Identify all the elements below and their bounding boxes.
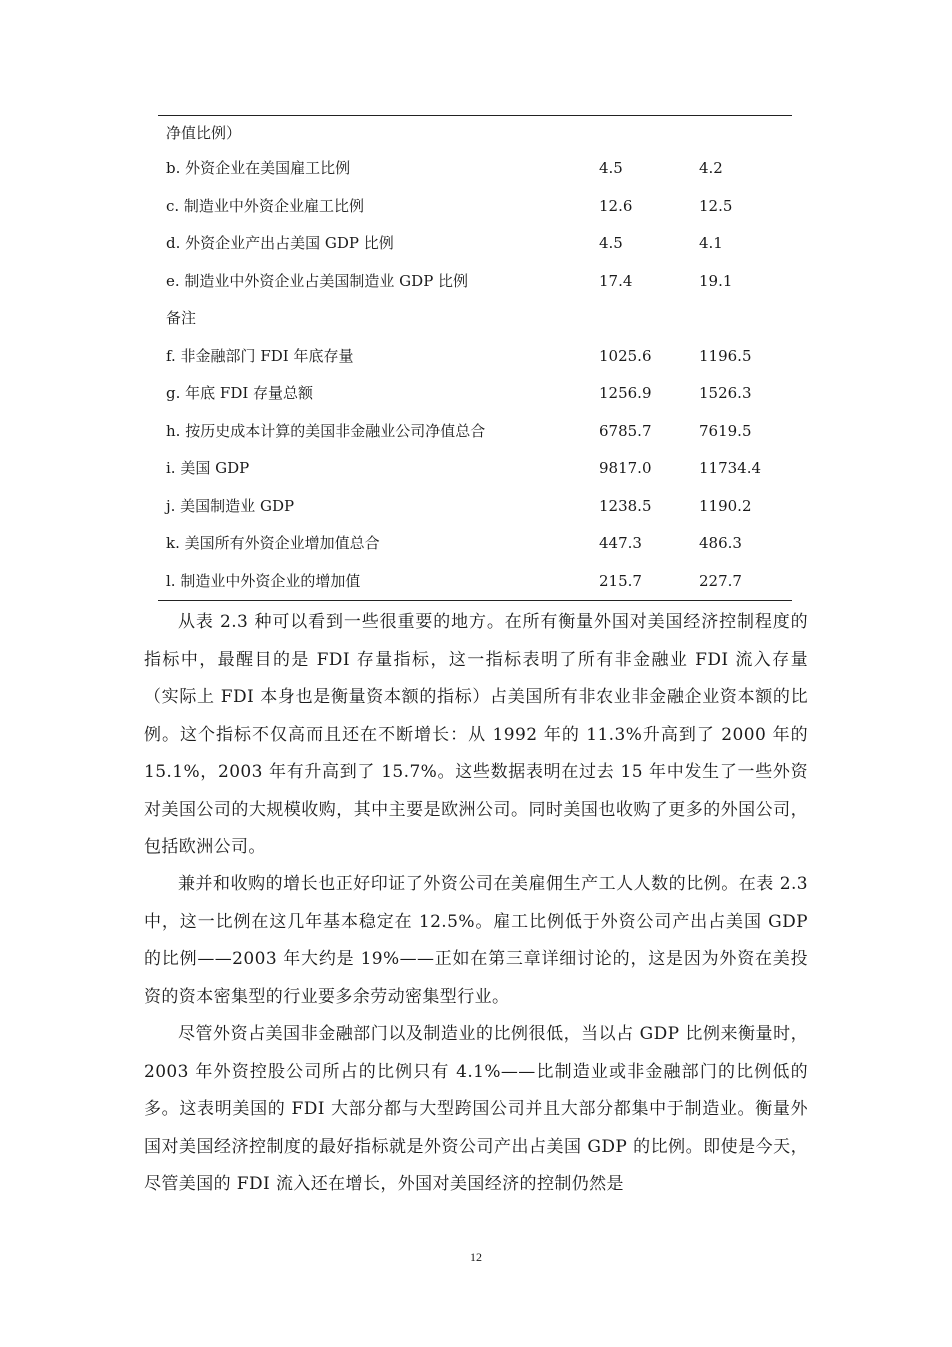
row-value-2: 11734.4 xyxy=(699,459,762,477)
table-row xyxy=(158,375,792,413)
row-label: d. 外资企业产出占美国 GDP 比例 xyxy=(166,234,394,252)
table-row xyxy=(158,150,792,188)
row-label: l. 制造业中外资企业的增加值 xyxy=(166,571,361,590)
row-value-1: 4.5 xyxy=(599,234,623,252)
table-row xyxy=(158,116,792,150)
row-value-2: 12.5 xyxy=(699,196,733,215)
row-value-2: 7619.5 xyxy=(699,421,752,440)
row-value-1: 6785.7 xyxy=(599,421,652,440)
row-value-2: 227.7 xyxy=(699,571,742,590)
table-row xyxy=(158,413,792,451)
body-paragraph-2: 兼并和收购的增长也正好印证了外资公司在美雇佣生产工人人数的比例。在表 2.3 中，这一比例在这几年基本稳定在 12.5%。雇工比例低于外资公司产出占美国 GDP 的比例——2003 年大约是 19%——正如在第三章详细讨论的，这是因为外资在美投资的资本密集型的行业要多余劳动密集型行业。 xyxy=(144,874,808,1007)
table-row xyxy=(158,300,792,338)
row-label: 备注 xyxy=(166,309,197,327)
data-table xyxy=(158,115,792,601)
table-row xyxy=(158,563,792,601)
row-value-1: 17.4 xyxy=(599,271,633,290)
row-label: g. 年底 FDI 存量总额 xyxy=(166,384,314,402)
row-label: f. 非金融部门 FDI 年底存量 xyxy=(166,346,354,365)
row-value-1: 1238.5 xyxy=(599,496,652,515)
row-label: e. 制造业中外资企业占美国制造业 GDP 比例 xyxy=(166,271,469,290)
table-row xyxy=(158,188,792,226)
table-row xyxy=(158,525,792,563)
table-row xyxy=(158,225,792,263)
row-label: i. 美国 GDP xyxy=(166,459,250,477)
row-label: h. 按历史成本计算的美国非金融业公司净值总合 xyxy=(166,421,486,440)
row-value-2: 486.3 xyxy=(699,534,742,552)
row-value-2: 19.1 xyxy=(699,271,733,290)
body-paragraph-3: 尽管外资占美国非金融部门以及制造业的比例很低，当以占 GDP 比例来衡量时，2003 年外资控股公司所占的比例只有 4.1%——比制造业或非金融部门的比例低的多。这表明美国的 FDI 大部分都与大型跨国公司并且大部分都集中于制造业。衡量外国对美国经济控制度的最好指标就是外资公司产出占美国 GDP 的比例。即使是今天，尽管美国的 FDI 流入还在增长，外国对美国经济的控制仍然是 xyxy=(144,1024,808,1194)
row-value-2: 1526.3 xyxy=(699,384,752,402)
body-paragraph-1: 从表 2.3 种可以看到一些很重要的地方。在所有衡量外国对美国经济控制程度的指标中，最醒目的是 FDI 存量指标，这一指标表明了所有非金融业 FDI 流入存量（实际上 FDI 本身也是衡量资本额的指标）占美国所有非农业非金融企业资本额的比例。这个指标不仅高而且还在不断增长：从 1992 年的 11.3%升高到了 2000 年的 15.1%，2003 年有升高到了 15.7%。这些数据表明在过去 15 年中发生了一些外资对美国公司的大规模收购，其中主要是欧洲公司。同时美国也收购了更多的外国公司，包括欧洲公司。 xyxy=(144,612,808,857)
table-row xyxy=(158,450,792,488)
table-row xyxy=(158,338,792,376)
row-value-1: 1025.6 xyxy=(599,346,652,365)
row-value-1: 447.3 xyxy=(599,534,642,552)
row-label: j. 美国制造业 GDP xyxy=(166,496,295,515)
row-value-1: 9817.0 xyxy=(599,459,652,477)
table-row xyxy=(158,263,792,301)
table-row xyxy=(158,488,792,526)
row-value-1: 1256.9 xyxy=(599,384,652,402)
row-label: b. 外资企业在美国雇工比例 xyxy=(166,159,351,177)
row-label: c. 制造业中外资企业雇工比例 xyxy=(166,196,364,215)
row-value-2: 1190.2 xyxy=(699,496,752,515)
row-label: 净值比例） xyxy=(166,124,242,142)
row-value-2: 4.1 xyxy=(699,234,723,252)
row-value-1: 215.7 xyxy=(599,571,642,590)
row-value-2: 4.2 xyxy=(699,159,723,177)
row-value-2: 1196.5 xyxy=(699,346,752,365)
page-number: 12 xyxy=(470,1250,482,1264)
row-value-1: 12.6 xyxy=(599,196,633,215)
row-value-1: 4.5 xyxy=(599,159,623,177)
row-label: k. 美国所有外资企业增加值总合 xyxy=(166,534,380,552)
table-bottom-rule xyxy=(158,600,792,601)
